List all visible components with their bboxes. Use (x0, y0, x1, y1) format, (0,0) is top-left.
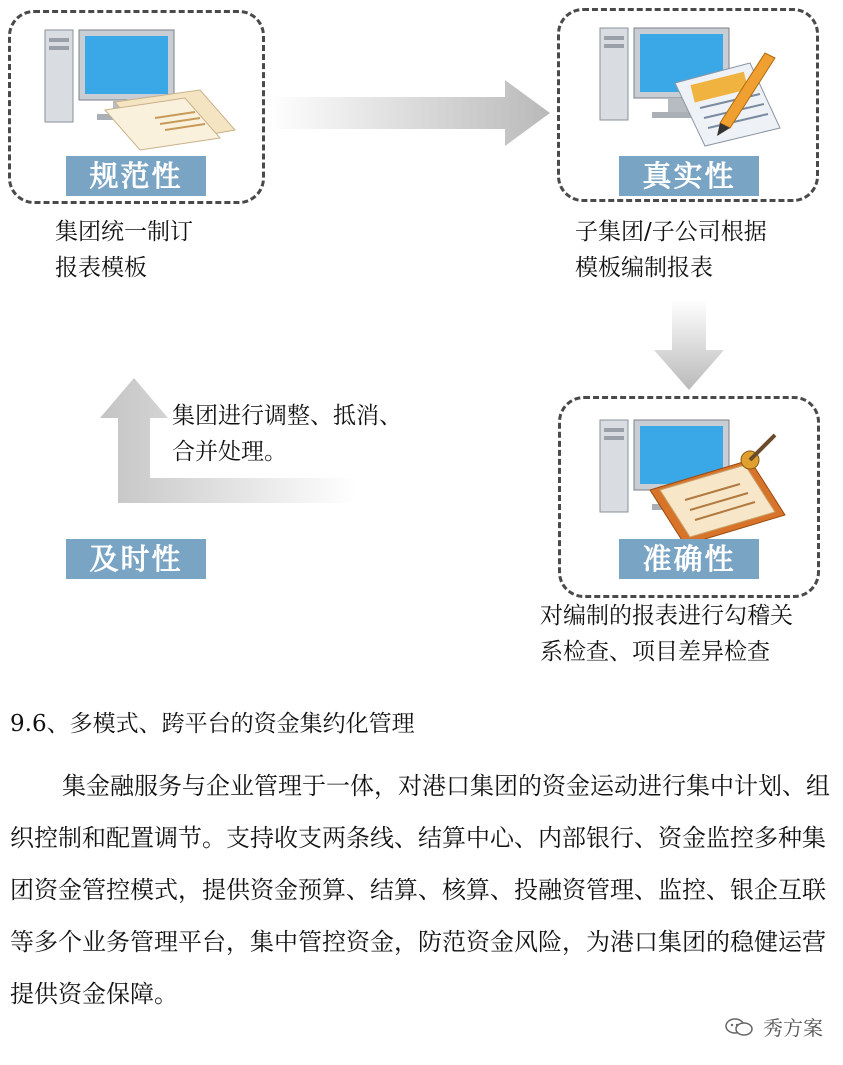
watermark-text: 秀方案 (763, 1016, 823, 1040)
section-paragraph (10, 760, 840, 1020)
tag-authentic: 真实性 (619, 156, 759, 196)
paragraph-text: 集金融服务与企业管理于一体，对港口集团的资金运动进行集中计划、组织控制和配置调节。支持收支两条线、结算中心、内部银行、资金监控多种集团资金管控模式，提供资金预算、结算、核算、投融资管理、监控、银企互联等多个业务管理平台，集中管控资金，防范资金风险，为港口集团的稳健运营提供资金保障。 (10, 772, 830, 1008)
tag-timely: 及时性 (66, 539, 206, 579)
caption-line: 对编制的报表进行勾稽关 (540, 603, 793, 629)
caption-line: 集团统一制订 (55, 219, 193, 245)
tag-accurate: 准确性 (619, 539, 759, 579)
watermark (725, 1012, 823, 1042)
wechat-icon (725, 1017, 753, 1042)
caption-line: 模板编制报表 (575, 255, 713, 281)
caption-timely (172, 398, 402, 470)
section-heading: 9.6、多模式、跨平台的资金集约化管理 (10, 711, 415, 737)
caption-line: 集团进行调整、抵消、 (172, 403, 402, 429)
caption-line: 合并处理。 (172, 439, 287, 465)
caption-line: 系检查、项目差异检查 (540, 639, 770, 665)
caption-line: 子集团/子公司根据 (575, 219, 767, 245)
tag-standard: 规范性 (66, 156, 206, 196)
caption-line: 报表模板 (55, 255, 147, 281)
caption-accurate (540, 598, 793, 670)
